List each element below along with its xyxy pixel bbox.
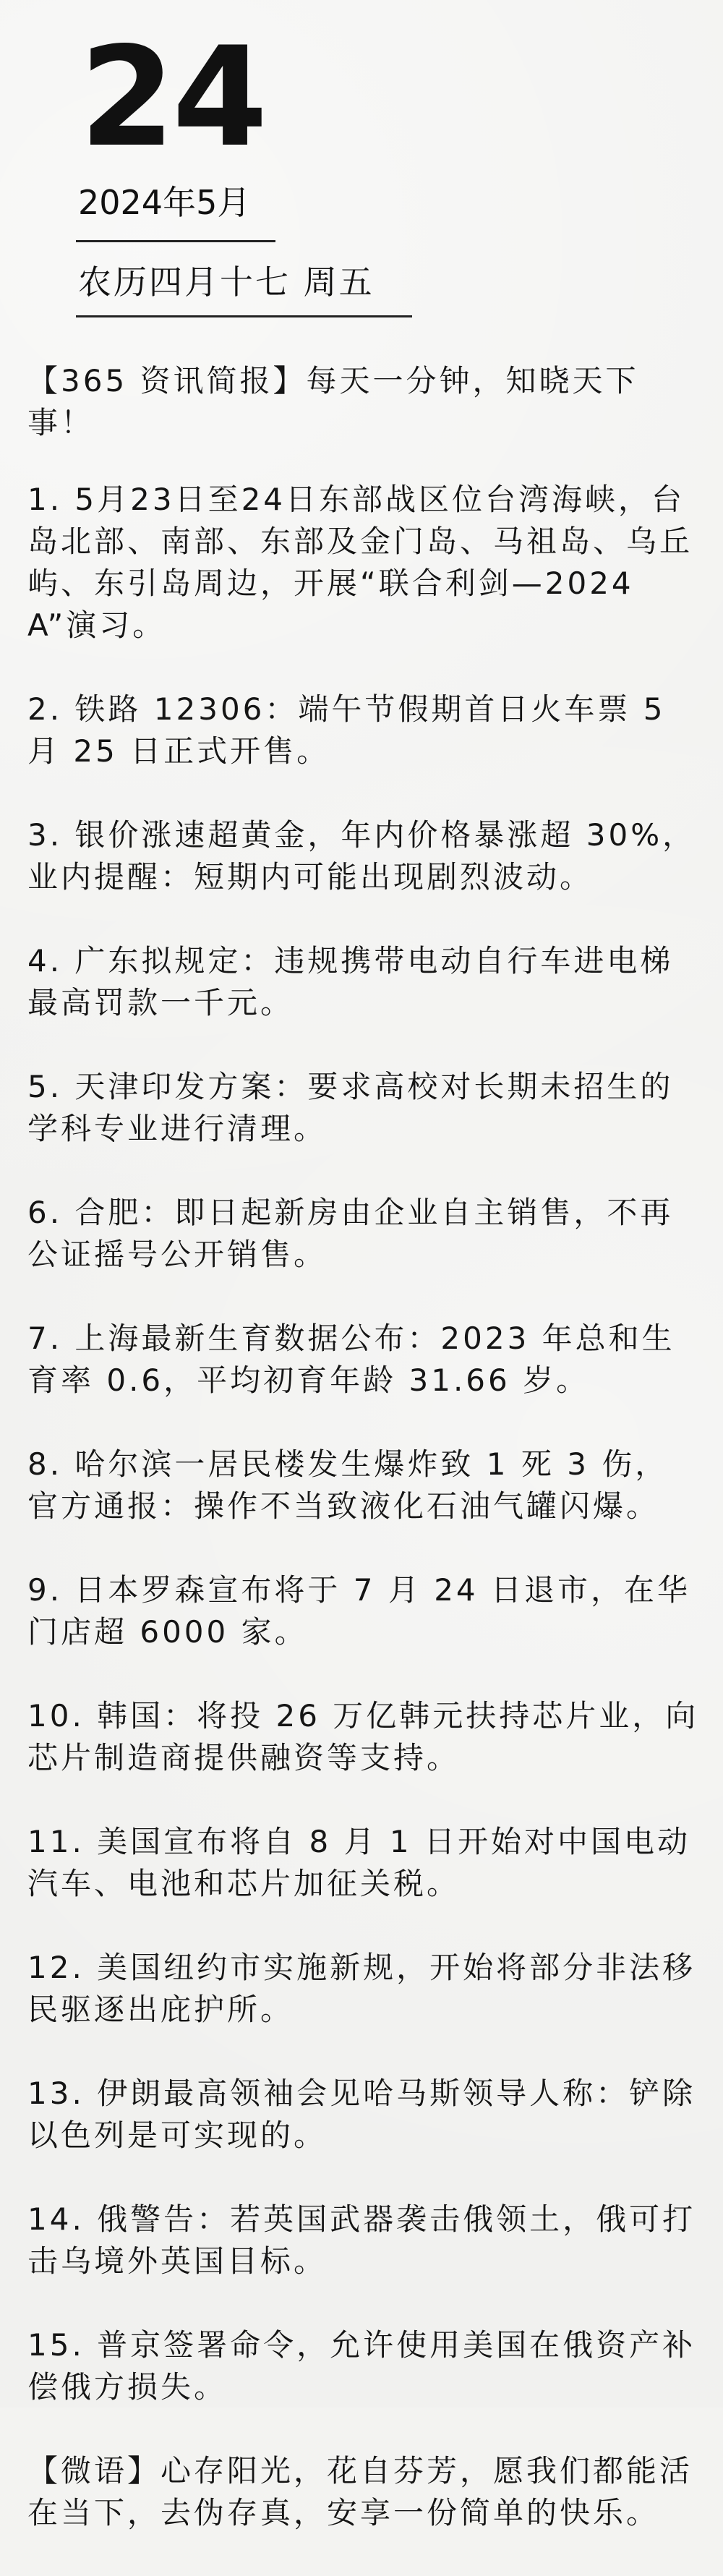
news-item: 11. 美国宣布将自 8 月 1 日开始对中国电动汽车、电池和芯片加征关税。 bbox=[27, 1824, 690, 1901]
news-item: 15. 普京签署命令，允许使用美国在俄资产补偿俄方损失。 bbox=[27, 2327, 696, 2405]
news-item: 7. 上海最新生育数据公布：2023 年总和生育率 0.6，平均初育年龄 31.66 岁。 bbox=[27, 1321, 675, 1398]
divider-line bbox=[76, 240, 275, 242]
news-item: 10. 韩国：将投 26 万亿韩元扶持芯片业，向芯片制造商提供融资等支持。 bbox=[27, 1698, 699, 1775]
news-item: 8. 哈尔滨一居民楼发生爆炸致 1 死 3 伤，官方通报：操作不当致液化石油气罐闪爆。 bbox=[27, 1446, 669, 1524]
news-item: 6. 合肥：即日起新房由企业自主销售，不再公证摇号公开销售。 bbox=[27, 1195, 674, 1272]
divider-line bbox=[76, 315, 412, 317]
lunar-date: 农历四月十七 周五 bbox=[78, 263, 375, 302]
news-item: 1. 5月23日至24日东部战区位台湾海峡，台岛北部、南部、东部及金门岛、马祖岛、乌丘屿、东引岛周边，开展“联合利剑—2024A”演习。 bbox=[27, 482, 693, 643]
news-item: 14. 俄警告：若英国武器袭击俄领土，俄可打击乌境外英国目标。 bbox=[27, 2201, 696, 2279]
news-item: 4. 广东拟规定：违规携带电动自行车进电梯最高罚款一千元。 bbox=[27, 943, 674, 1020]
brief-footer: 【微语】心存阳光，花自芬芳，愿我们都能活在当下，去伪存真，安享一份简单的快乐。 bbox=[27, 2453, 693, 2530]
news-item: 13. 伊朗最高领袖会见哈马斯领导人称：铲除以色列是可实现的。 bbox=[27, 2076, 696, 2153]
news-item: 3. 银价涨速超黄金，年内价格暴涨超 30%，业内提醒：短期内可能出现剧烈波动。 bbox=[27, 817, 696, 895]
news-item: 9. 日本罗森宣布将于 7 月 24 日退市，在华门店超 6000 家。 bbox=[27, 1572, 690, 1650]
day-number: 24 bbox=[80, 17, 265, 177]
year-month: 2024年5月 bbox=[78, 183, 251, 222]
news-item: 5. 天津印发方案：要求高校对长期未招生的学科专业进行清理。 bbox=[27, 1069, 674, 1146]
news-item: 12. 美国纽约市实施新规，开始将部分非法移民驱逐出庇护所。 bbox=[27, 1950, 696, 2027]
news-content bbox=[27, 360, 700, 2576]
brief-header: 【365 资讯简报】每天一分钟，知晓天下事！ bbox=[27, 363, 639, 440]
news-item: 2. 铁路 12306：端午节假期首日火车票 5 月 25 日正式开售。 bbox=[27, 691, 666, 769]
